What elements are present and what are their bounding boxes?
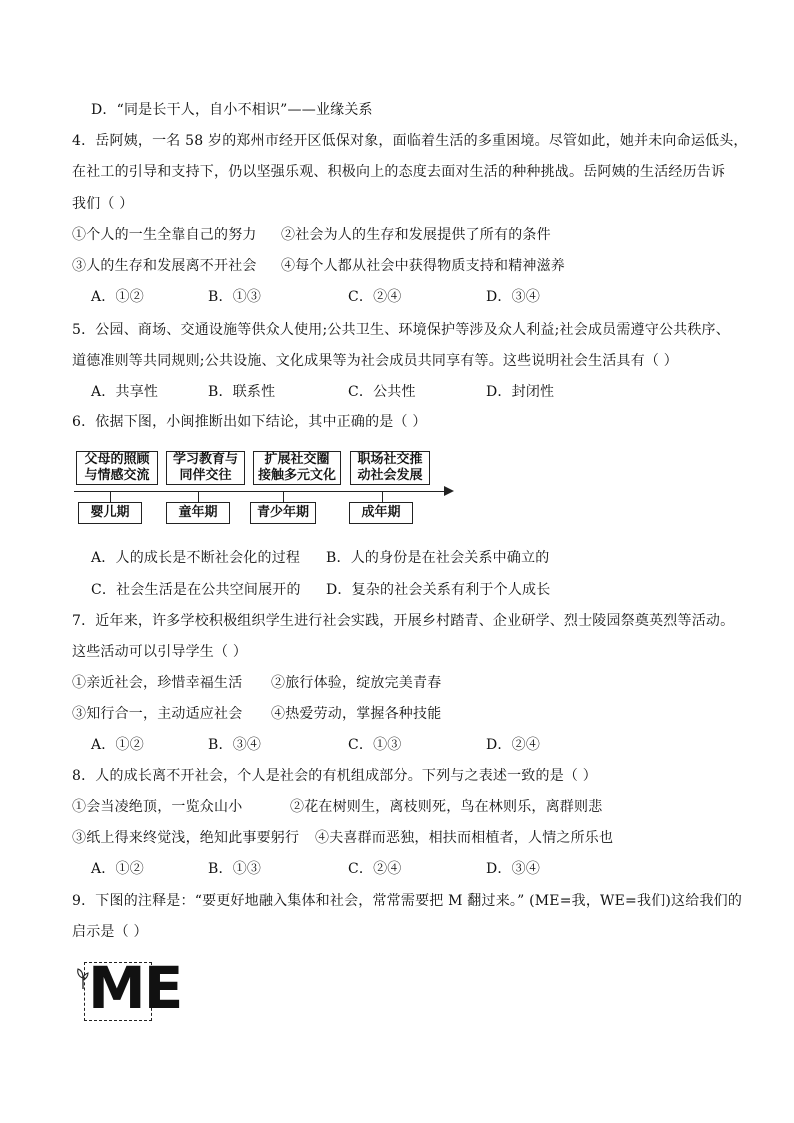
q7-stem-line-2: 这些活动可以引导学生（ ） <box>72 644 248 660</box>
stage-label-adolescence: 青少年期 <box>250 502 316 524</box>
q8-option-c: C．②④ <box>348 861 402 877</box>
q8-option-d: D．③④ <box>486 861 541 877</box>
me-word: ME <box>88 954 182 1022</box>
diagram-box-line: 接触多元文化 <box>257 468 336 483</box>
q5-stem-line-2: 道德准则等共同规则;公共设施、文化成果等为社会成员共同享有等。这些说明社会生活具有（ ） <box>72 353 678 369</box>
q6-option-d: D．复杂的社会关系有利于个人成长 <box>326 582 551 598</box>
q7-item-4: ④热爱劳动，掌握各种技能 <box>271 706 442 722</box>
q4-stem-line-3: 我们（ ） <box>72 196 134 212</box>
arrow-right-icon <box>444 486 454 496</box>
q9-stem-line-2: 启示是（ ） <box>72 924 148 940</box>
q4-option-a: A．①② <box>91 289 144 305</box>
q4-item-2: ②社会为人的生存和发展提供了所有的条件 <box>281 227 551 243</box>
q5-option-a: A．共享性 <box>91 384 159 400</box>
q7-item-1: ①亲近社会，珍惜幸福生活 <box>72 675 243 691</box>
q6-option-b: B．人的身份是在社会关系中确立的 <box>326 550 550 566</box>
timeline-connector <box>198 491 199 502</box>
q5-option-d: D．封闭性 <box>486 384 555 400</box>
diagram-box-line: 同伴交往 <box>179 468 232 483</box>
q7-stem-line-1: 7．近年来，许多学校积极组织学生进行社会实践，开展乡村踏青、企业研学、烈士陵园祭奠英烈等活动。 <box>72 613 735 629</box>
timeline-connector <box>382 491 383 502</box>
q7-option-a: A．①② <box>91 737 144 753</box>
q3-option-d: D．“同是长干人，自小不相识”——业缘关系 <box>91 102 373 118</box>
timeline-connector <box>110 491 111 502</box>
timeline-connector <box>283 491 284 502</box>
q4-item-4: ④每个人都从社会中获得物质支持和精神滋养 <box>281 258 565 274</box>
diagram-box-line: 父母的照顾 <box>84 452 150 467</box>
q7-option-b: B．③④ <box>208 737 262 753</box>
diagram-box-line: 与情感交流 <box>84 468 150 483</box>
q4-option-c: C．②④ <box>348 289 402 305</box>
diagram-box-adulthood <box>350 451 430 485</box>
q8-item-4: ④夫喜群而恶独，相扶而相植者，人情之所乐也 <box>315 830 614 846</box>
stage-label-adulthood: 成年期 <box>349 502 413 524</box>
q5-stem-line-1: 5．公园、商场、交通设施等供众人使用;公共卫生、环境保护等涉及众人利益;社会成员需遵守公共秩序、 <box>72 322 730 338</box>
q4-option-b: B．①③ <box>208 289 262 305</box>
stage-label-childhood: 童年期 <box>166 502 230 524</box>
diagram-box-line: 职场社交推 <box>357 452 423 467</box>
q6-stem: 6．依据下图，小闽推断出如下结论，其中正确的是（ ） <box>72 414 427 430</box>
diagram-box-line: 学习教育与 <box>172 452 238 467</box>
q9-stem-line-1: 9．下图的注释是：“要更好地融入集体和社会，常常需要把 M 翻过来。” (ME=我，WE=我们)这给我们的 <box>72 893 743 909</box>
diagram-box-childhood <box>166 451 245 485</box>
diagram-box-line: 扩展社交圈 <box>264 452 330 467</box>
q7-item-3: ③知行合一，主动适应社会 <box>72 706 243 722</box>
q4-item-3: ③人的生存和发展离不开社会 <box>72 258 257 274</box>
q6-option-a: A．人的成长是不断社会化的过程 <box>91 550 301 566</box>
q7-option-d: D．②④ <box>486 737 541 753</box>
q6-option-c: C．社会生活是在公共空间展开的 <box>91 582 301 598</box>
q4-stem-line-1: 4．岳阿姨，一名 58 岁的郑州市经开区低保对象，面临着生活的多重困境。尽管如此，她并未向命运低头， <box>72 133 748 149</box>
q8-item-2: ②花在树则生，离枝则死，鸟在林则乐，离群则悲 <box>290 799 603 815</box>
timeline-axis <box>74 491 446 492</box>
q7-item-2: ②旅行体验，绽放完美青春 <box>271 675 442 691</box>
q8-stem: 8．人的成长离不开社会，个人是社会的有机组成部分。下列与之表述一致的是（ ） <box>72 768 597 784</box>
q4-stem-line-2: 在社工的引导和支持下，仍以坚强乐观、积极向上的态度去面对生活的种种挑战。岳阿姨的生活经历告诉 <box>72 164 726 180</box>
stage-label-infancy: 婴儿期 <box>78 502 142 524</box>
q5-option-c: C．公共性 <box>348 384 416 400</box>
diagram-box-adolescence <box>253 451 341 485</box>
q5-option-b: B．联系性 <box>208 384 276 400</box>
q4-option-d: D．③④ <box>486 289 541 305</box>
diagram-box-infancy <box>76 451 158 485</box>
q8-item-1: ①会当凌绝顶，一览众山小 <box>72 799 243 815</box>
q7-option-c: C．①③ <box>348 737 402 753</box>
q8-option-b: B．①③ <box>208 861 262 877</box>
q8-item-3: ③纸上得来终觉浅，绝知此事要躬行 <box>72 830 300 846</box>
q4-item-1: ①个人的一生全靠自己的努力 <box>72 227 257 243</box>
q8-option-a: A．①② <box>91 861 144 877</box>
me-we-figure <box>76 954 196 1024</box>
diagram-box-line: 动社会发展 <box>357 468 423 483</box>
